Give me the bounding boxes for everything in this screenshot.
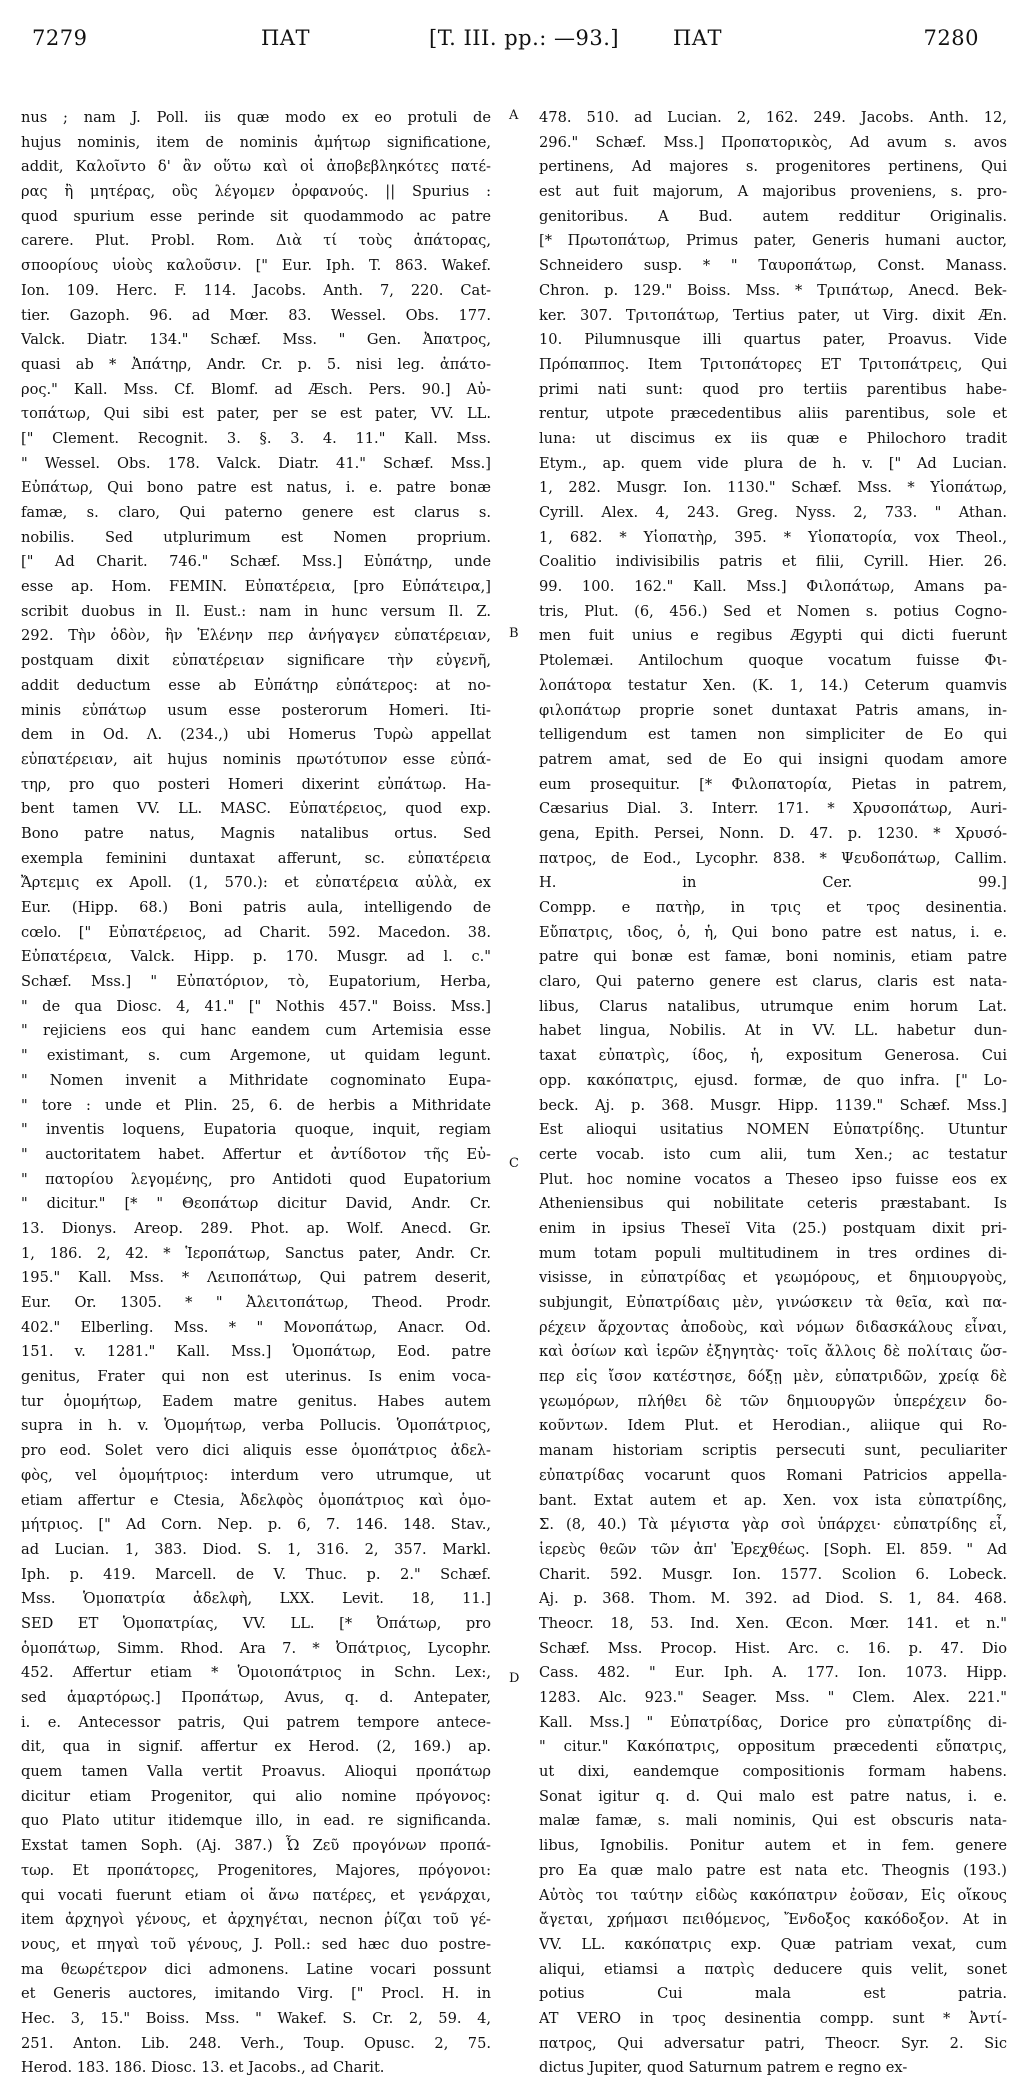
text-line: libus, Clarus natalibus, utrumque enim horum Lat. [539, 997, 1007, 1015]
text-line: addit, Καλοῖντο δ' ἂν οὕτω καὶ οἱ ἀποβεβληκότες πατέ- [21, 158, 491, 176]
text-line: [" Clement. Recognit. 3. §. 3. 4. 11." Kall. Mss. [21, 429, 491, 447]
volume-page-range: [T. III. pp.: —93.] [429, 26, 620, 50]
text-line: Εὐπατέρεια, Valck. Hipp. p. 170. Musgr. ad l. c." [21, 948, 491, 966]
text-line: " dicitur." [* " Θεοπάτωρ dicitur David, Andr. Cr. [21, 1195, 491, 1213]
text-line: Ἄρτεμις ex Apoll. (1, 570.): et εὐπατέρεια αὐλὰ, ex [21, 874, 491, 892]
text-line: Cyrill. Alex. 4, 243. Greg. Nyss. 2, 733. " Athan. [539, 504, 1007, 521]
section-marker-c: C [509, 1156, 519, 1171]
text-line: " citur." Κακόπατρις, oppositum præcedenti εὔπατρις, [539, 1738, 1007, 1756]
text-line: εὐπατρίδας vocarunt quos Romani Patricios appella- [539, 1466, 1007, 1484]
text-line: 478. 510. ad Lucian. 2, 162. 249. Jacobs. Anth. 12, [539, 109, 1007, 126]
text-line: famæ, s. claro, Qui paterno genere est clarus s. [21, 504, 491, 521]
text-line: beck. Aj. p. 368. Musgr. Hipp. 1139." Schæf. Mss.] [539, 1096, 1007, 1114]
text-line: Πρόπαππος. Item Τριτοπάτορες ET Τριτοπάτρεις, Qui [539, 355, 1007, 373]
text-line: pro Ea quæ malo patre est nata etc. Theognis (193.) [539, 1861, 1007, 1879]
text-line: pertinens, Ad majores s. progenitores pertinens, Qui [539, 158, 1007, 176]
text-line: ἄγεται, χρήμασι πειθόμενος, Ἔνδοξος κακόδοξον. At in [539, 1911, 1007, 1929]
text-line: Plut. hoc nomine vocatos a Theseo ipso fuisse eos ex [539, 1170, 1007, 1188]
running-title-left: ΠΑΤ [261, 26, 310, 50]
text-line: ἱερεὺς θεῶν τῶν ἀπ' Ἐρεχθέως. [Soph. El. 859. " Ad [539, 1540, 1007, 1558]
text-line: dit, qua in signif. affertur ex Herod. (2, 169.) ap. [21, 1738, 491, 1756]
text-line: Schæf. Mss.] " Εὐπατόριον, τὸ, Eupatorium, Herba, [21, 973, 491, 991]
text-line: " Wessel. Obs. 178. Valck. Diatr. 41." Schæf. Mss.] [21, 454, 491, 472]
text-line: tier. Gazoph. 96. ad Mœr. 83. Wessel. Obs. 177. [21, 306, 491, 324]
text-line: nus ; nam J. Poll. iis quæ modo ex eo protuli de [21, 109, 491, 126]
text-line: 402." Elberling. Mss. * " Μονοπάτωρ, Anacr. Od. [21, 1318, 491, 1336]
text-line: Aj. p. 368. Thom. M. 392. ad Diod. S. 1, 84. 468. [539, 1590, 1007, 1608]
text-line: aliqui, etiamsi a πατρὶς deducere quis velit, sonet [539, 1960, 1007, 1978]
text-line: genitoribus. A Bud. autem redditur Originalis. [539, 207, 1007, 225]
text-line: 452. Affertur etiam * Ὁμοιοπάτριος in Schn. Lex:, [21, 1664, 491, 1682]
text-line: supra in h. v. Ὁμομήτωρ, verba Pollucis. Ὁμοπάτριος, [21, 1417, 491, 1435]
text-line: enim in ipsius Theseï Vita (25.) postquam dixit pri- [539, 1219, 1007, 1237]
text-line: λοπάτορα testatur Xen. (K. 1, 14.) Ceterum quamvis [539, 676, 1007, 694]
text-line: τηρ, pro quo posteri Homeri dixerint εὐπάτωρ. Ha- [21, 775, 491, 793]
text-line: Cæsarius Dial. 3. Interr. 171. * Χρυσοπάτωρ, Auri- [539, 800, 1007, 818]
right-column [539, 106, 1007, 2081]
text-line: eum prosequitur. [* Φιλοπατορία, Pietas in patrem, [539, 775, 1007, 793]
text-line: addit deductum esse ab Εὐπάτηρ εὐπάτερος: at no- [21, 676, 491, 694]
text-line: [* Πρωτοπάτωρ, Primus pater, Generis humani auctor, [539, 232, 1007, 250]
text-line: ὁμοπάτωρ, Simm. Rhod. Ara 7. * Ὀπάτριος, Lycophr. [21, 1639, 491, 1657]
text-line: luna: ut discimus ex iis quæ e Philochoro tradit [539, 429, 1007, 447]
text-line: patre qui bonæ est famæ, boni nominis, etiam patre [539, 948, 1007, 966]
text-line: 1, 682. * Υἱοπατὴρ, 395. * Υἱοπατορία, vox Theol., [539, 528, 1007, 546]
text-line: bant. Extat autem et ap. Xen. vox ista εὐπατρίδης, [539, 1491, 1007, 1509]
text-line: Ptolemæi. Antilochum quoque vocatum fuisse Φι- [539, 652, 1007, 670]
text-line: 195." Kall. Mss. * Λειποπάτωρ, Qui patrem deserit, [21, 1269, 491, 1287]
text-line: " existimant, s. cum Argemone, ut quidam legunt. [21, 1047, 491, 1065]
section-markers [506, 106, 530, 1926]
text-line: postquam dixit εὐπατέρειαν significare τὴν εὐγενῆ, [21, 652, 491, 670]
text-line: H. in Cer. 99.] [539, 874, 1007, 892]
text-line: 151. v. 1281." Kall. Mss.] Ὁμοπάτωρ, Eod. patre [21, 1343, 491, 1361]
text-line: etiam affertur e Ctesia, Ἀδελφὸς ὁμοπάτριος καὶ ὁμο- [21, 1491, 491, 1509]
text-line: mum totam populi multitudinem in tres ordines di- [539, 1244, 1007, 1262]
running-title-right: ΠΑΤ [673, 26, 722, 50]
text-line: Σ. (8, 40.) Τὰ μέγιστα γὰρ σοὶ ὑπάρχει· εὐπατρίδης εἶ, [539, 1516, 1007, 1534]
text-line: ρέχειν ἄρχοντας ἀποδοὺς, καὶ νόμων διδασκάλους εἶναι, [539, 1318, 1007, 1336]
text-line: Schneidero susp. * " Ταυροπάτωρ, Const. Manass. [539, 257, 1007, 275]
text-line: Αὐτὸς τοι ταύτην εἰδὼς κακόπατριν ἐοῦσαν, Εἰς οἴκους [539, 1886, 1007, 1904]
text-line: Bono patre natus, Magnis natalibus ortus. Sed [21, 824, 491, 842]
text-line: κοῦντων. Idem Plut. et Herodian., aliique qui Ro- [539, 1417, 1007, 1435]
text-line: certe vocab. isto cum alii, tum Xen.; ac testatur [539, 1145, 1007, 1163]
text-line: Mss. Ὁμοπατρία ἀδελφὴ, LXX. Levit. 18, 11.] [21, 1590, 491, 1608]
text-line: quasi ab * Ἀπάτηρ, Andr. Cr. p. 5. nisi leg. ἀπάτο- [21, 355, 491, 373]
text-line: 296." Schæf. Mss.] Προπατορικὸς, Ad avum s. avos [539, 133, 1007, 151]
text-line: Hec. 3, 15." Boiss. Mss. " Wakef. S. Cr. 2, 59. 4, [21, 2009, 491, 2027]
text-line: 1, 186. 2, 42. * Ἱεροπάτωρ, Sanctus pater, Andr. Cr. [21, 1244, 491, 1262]
text-line: " Nomen invenit a Mithridate cognominato Eupa- [21, 1071, 491, 1089]
text-line: Schæf. Mss. Procop. Hist. Arc. c. 16. p. 47. Dio [539, 1639, 1007, 1657]
text-line: Compp. e πατὴρ, in τρις et τρος desinentia. [539, 899, 1007, 916]
text-line: " πατορίου λεγομένης, pro Antidoti quod Eupatorium [21, 1170, 491, 1188]
text-line: Ion. 109. Herc. F. 114. Jacobs. Anth. 7, 220. Cat- [21, 281, 491, 299]
text-line: " de qua Diosc. 4, 41." [" Nothis 457." Boiss. Mss.] [21, 997, 491, 1015]
left-column [21, 106, 491, 2081]
text-line: pro eod. Solet vero dici aliquis esse ὁμοπάτριος ἀδελ- [21, 1442, 491, 1460]
text-line: ma θεωρέτερον dici admonens. Latine vocari possunt [21, 1960, 491, 1978]
text-line: πατρος, Qui adversatur patri, Theocr. Syr. 2. Sic [539, 2034, 1007, 2052]
text-line: 251. Anton. Lib. 248. Verh., Toup. Opusc. 2, 75. [21, 2034, 491, 2052]
text-line: primi nati sunt: quod pro tertiis parentibus habe- [539, 380, 1007, 398]
text-line: Atheniensibus qui nobilitate ceteris præstabant. Is [539, 1195, 1007, 1213]
text-line: τοπάτωρ, Qui sibi est pater, per se est pater, VV. LL. [21, 405, 491, 423]
running-head [19, 24, 1005, 64]
text-line: Coalitio indivisibilis patris et filii, Cyrill. Hier. 26. [539, 553, 1007, 571]
text-line: Etym., ap. quem vide plura de h. v. [" Ad Lucian. [539, 454, 1007, 472]
text-line: Exstat tamen Soph. (Aj. 387.) Ὦ Ζεῦ προγόνων προπά- [21, 1837, 491, 1855]
text-line: dicitur etiam Progenitor, qui alio nomine πρόγονος: [21, 1787, 491, 1805]
column-number-left: 7279 [32, 26, 88, 50]
text-line: i. e. Antecessor patris, Qui patrem tempore antece- [21, 1713, 491, 1731]
text-line: minis εὐπάτωρ usum esse posterorum Homeri. Iti- [21, 701, 491, 719]
column-number-right: 7280 [923, 26, 979, 50]
text-line: opp. κακόπατρις, ejusd. formæ, de quo infra. [" Lo- [539, 1071, 1007, 1089]
text-line: SED ET Ὁμοπατρίας, VV. LL. [* Ὀπάτωρ, pro [21, 1614, 491, 1632]
text-line: men fuit unius e regibus Ægypti qui dicti fuerunt [539, 627, 1007, 645]
text-line: Charit. 592. Musgr. Ion. 1577. Scolion 6. Lobeck. [539, 1565, 1007, 1583]
text-line: genitus, Frater qui non est uterinus. Is enim voca- [21, 1368, 491, 1386]
text-line: ρας ἢ μητέρας, οὓς λέγομεν ὀρφανούς. || Spurius : [21, 183, 491, 201]
text-line: [" Ad Charit. 746." Schæf. Mss.] Εὐπάτηρ, unde [21, 553, 491, 571]
text-line: γεωμόρων, πλήθει δὲ τῶν δημιουργῶν ὑπερέχειν δο- [539, 1392, 1007, 1410]
text-line: est aut fuit majorum, A majoribus proveniens, s. pro- [539, 183, 1007, 201]
text-line: ut dixi, eandemque compositionis formam habens. [539, 1763, 1007, 1781]
text-line: Eur. Or. 1305. * " Ἀλειτοπάτωρ, Theod. Prodr. [21, 1294, 491, 1311]
text-line: Chron. p. 129." Boiss. Mss. * Τριπάτωρ, Anecd. Bek- [539, 281, 1007, 299]
text-line: περ εἰς ἴσον κατέστησε, δόξῃ μὲν, εὐπατριδῶν, χρείᾳ δὲ [539, 1368, 1007, 1386]
text-line: ρος." Kall. Mss. Cf. Blomf. ad Æsch. Pers. 90.] Αὐ- [21, 380, 491, 398]
text-line: item ἀρχηγοὶ γένους, et ἀρχηγέται, necnon ῥίζαι τοῦ γέ- [21, 1911, 491, 1929]
text-line: quod spurium esse perinde sit quodammodo ac patre [21, 207, 491, 225]
text-line: " tore : unde et Plin. 25, 6. de herbis a Mithridate [21, 1096, 491, 1114]
text-line: Εὔπατρις, ιδος, ὁ, ἡ, Qui bono patre est natus, i. e. [539, 923, 1007, 941]
text-line: Sonat igitur q. d. Qui malo est patre natus, i. e. [539, 1787, 1007, 1805]
text-line: claro, Qui paterno genere est clarus, claris est nata- [539, 973, 1007, 991]
text-line: sed ἁμαρτόρως.] Προπάτωρ, Avus, q. d. Antepater, [21, 1689, 491, 1706]
text-line: quem tamen Valla vertit Proavus. Alioqui προπάτωρ [21, 1763, 491, 1781]
text-line: et Generis auctores, imitando Virg. [" Procl. H. in [21, 1985, 491, 2003]
text-line: manam historiam scriptis persecuti sunt, peculiariter [539, 1442, 1007, 1460]
text-line: 1283. Alc. 923." Seager. Mss. " Clem. Alex. 221." [539, 1689, 1007, 1706]
text-line: ad Lucian. 1, 383. Diod. S. 1, 316. 2, 357. Markl. [21, 1540, 491, 1558]
text-line: subjungit, Εὐπατρίδαις μὲν, γινώσκειν τὰ θεῖα, καὶ πα- [539, 1294, 1007, 1311]
text-line: 1, 282. Musgr. Ion. 1130." Schæf. Mss. * Υἱοπάτωρ, [539, 479, 1007, 497]
text-line: 292. Τὴν ὁδὸν, ἣν Ἑλένην περ ἀνήγαγεν εὐπατέρειαν, [21, 627, 491, 645]
text-line: 10. Pilumnusque illi quartus pater, Proavus. Vide [539, 331, 1007, 349]
text-line: φὸς, vel ὁμομήτριος: interdum vero utrumque, ut [21, 1466, 491, 1484]
text-line: Iph. p. 419. Marcell. de V. Thuc. p. 2." Schæf. [21, 1565, 491, 1583]
text-line: dictus Jupiter, quod Saturnum patrem e regno ex- [539, 2059, 908, 2077]
text-line: μήτριος. [" Ad Corn. Nep. p. 6, 7. 146. 148. Stav., [21, 1516, 491, 1534]
text-line: " inventis loquens, Eupatoria quoque, inquit, regiam [21, 1121, 491, 1139]
text-line: visisse, in εὐπατρίδας et γεωμόρους, et δημιουργοὺς, [539, 1269, 1007, 1287]
text-line: Εὐπάτωρ, Qui bono patre est natus, i. e. patre bonæ [21, 479, 491, 497]
text-line: Cass. 482. " Eur. Iph. A. 177. Ion. 1073. Hipp. [539, 1664, 1007, 1682]
text-line: esse ap. Hom. FEMIN. Εὐπατέρεια, [pro Εὐπάτειρα,] [21, 578, 491, 596]
text-line: tris, Plut. (6, 456.) Sed et Nomen s. potius Cogno- [539, 602, 1007, 620]
text-line: " rejiciens eos qui hanc eandem cum Artemisia esse [21, 1022, 491, 1040]
text-line: Est alioqui usitatius NOMEN Εὐπατρίδης. Utuntur [539, 1121, 1007, 1139]
section-marker-b: B [509, 626, 519, 641]
section-marker-d: D [509, 1671, 520, 1686]
text-line: cœlo. [" Εὐπατέρειος, ad Charit. 592. Macedon. 38. [21, 923, 491, 941]
text-line: malæ famæ, s. mali nominis, Qui est obscuris nata- [539, 1812, 1007, 1830]
text-line: Herod. 183. 186. Diosc. 13. et Jacobs., ad Charit. [21, 2059, 385, 2077]
text-columns [19, 106, 1007, 2077]
text-line: potius Cui mala est patria. [539, 1985, 1007, 2003]
section-marker-a: A [509, 108, 519, 123]
text-line: bent tamen VV. LL. MASC. Εὐπατέρειος, quod exp. [21, 800, 491, 818]
text-line: tur ὁμομήτωρ, Eadem matre genitus. Habes autem [21, 1392, 491, 1410]
text-line: ker. 307. Τριτοπάτωρ, Tertius pater, ut Virg. dixit Æn. [539, 306, 1007, 324]
text-line: VV. LL. κακόπατρις exp. Quæ patriam vexat, cum [539, 1935, 1007, 1953]
text-line: scribit duobus in Il. Eust.: nam in hunc versum Il. Z. [21, 602, 491, 620]
text-line: νους, et πηγαὶ τοῦ γένους, J. Poll.: sed hæc duo postre- [21, 1935, 491, 1953]
text-line: 99. 100. 162." Kall. Mss.] Φιλοπάτωρ, Amans pa- [539, 578, 1007, 596]
text-line: nobilis. Sed utplurimum est Nomen proprium. [21, 528, 491, 546]
text-line: qui vocati fuerunt etiam οἱ ἄνω πατέρες, et γενάρχαι, [21, 1886, 491, 1904]
text-line: φιλοπάτωρ proprie sonet duntaxat Patris amans, in- [539, 701, 1007, 719]
text-line: πατρος, de Eod., Lycophr. 838. * Ψευδοπάτωρ, Callim. [539, 849, 1007, 867]
text-line: Kall. Mss.] " Εὐπατρίδας, Dorice pro εὐπατρίδης di- [539, 1713, 1007, 1731]
text-line: εὐπατέρειαν, ait hujus nominis πρωτότυπον esse εὐπά- [21, 750, 491, 768]
text-line: hujus nominis, item de nominis ἀμήτωρ significatione, [21, 133, 491, 151]
text-line: quo Plato utitur itidemque illo, in ead. re significanda. [21, 1812, 491, 1830]
text-line: patrem amat, sed de Eo qui insigni quodam amore [539, 750, 1007, 768]
text-line: rentur, utpote præcedentibus aliis parentibus, sole et [539, 405, 1007, 423]
text-line: καὶ ὁσίων καὶ ἱερῶν ἐξηγητὰς· τοῖς ἄλλοις δὲ πολίταις ὥσ- [539, 1343, 1007, 1361]
text-line: τωρ. Et προπάτορες, Progenitores, Majores, πρόγονοι: [21, 1861, 491, 1879]
text-line: " auctoritatem habet. Affertur et ἀντίδοτον τῆς Εὐ- [21, 1145, 491, 1163]
text-line: telligendum est tamen non simpliciter de Eo qui [539, 726, 1007, 744]
text-line: exempla feminini duntaxat afferunt, sc. εὐπατέρεια [21, 849, 491, 867]
text-line: carere. Plut. Probl. Rom. Διὰ τί τοὺς ἀπάτορας, [21, 232, 491, 250]
text-line: libus, Ignobilis. Ponitur autem et in fem. genere [539, 1837, 1007, 1855]
text-line: AT VERO in τρος desinentia compp. sunt * Ἀντί- [539, 2009, 1007, 2027]
text-line: Valck. Diatr. 134." Schæf. Mss. " Gen. Ἀπατρος, [21, 331, 491, 349]
text-line: σποορίους υἱοὺς καλοῦσιν. [" Eur. Iph. T. 863. Wakef. [21, 257, 491, 275]
text-line: taxat εὐπατρὶς, ίδος, ἡ, expositum Generosa. Cui [539, 1047, 1007, 1065]
text-line: Eur. (Hipp. 68.) Boni patris aula, intelligendo de [21, 899, 491, 916]
text-line: gena, Epith. Persei, Nonn. D. 47. p. 1230. * Χρυσό- [539, 824, 1007, 842]
text-line: Theocr. 18, 53. Ind. Xen. Œcon. Mœr. 141. et n." [539, 1614, 1007, 1632]
text-line: 13. Dionys. Areop. 289. Phot. ap. Wolf. Anecd. Gr. [21, 1219, 491, 1237]
text-line: habet lingua, Nobilis. At in VV. LL. habetur dun- [539, 1022, 1007, 1040]
text-line: dem in Od. Λ. (234.,) ubi Homerus Τυρὼ appellat [21, 726, 491, 744]
